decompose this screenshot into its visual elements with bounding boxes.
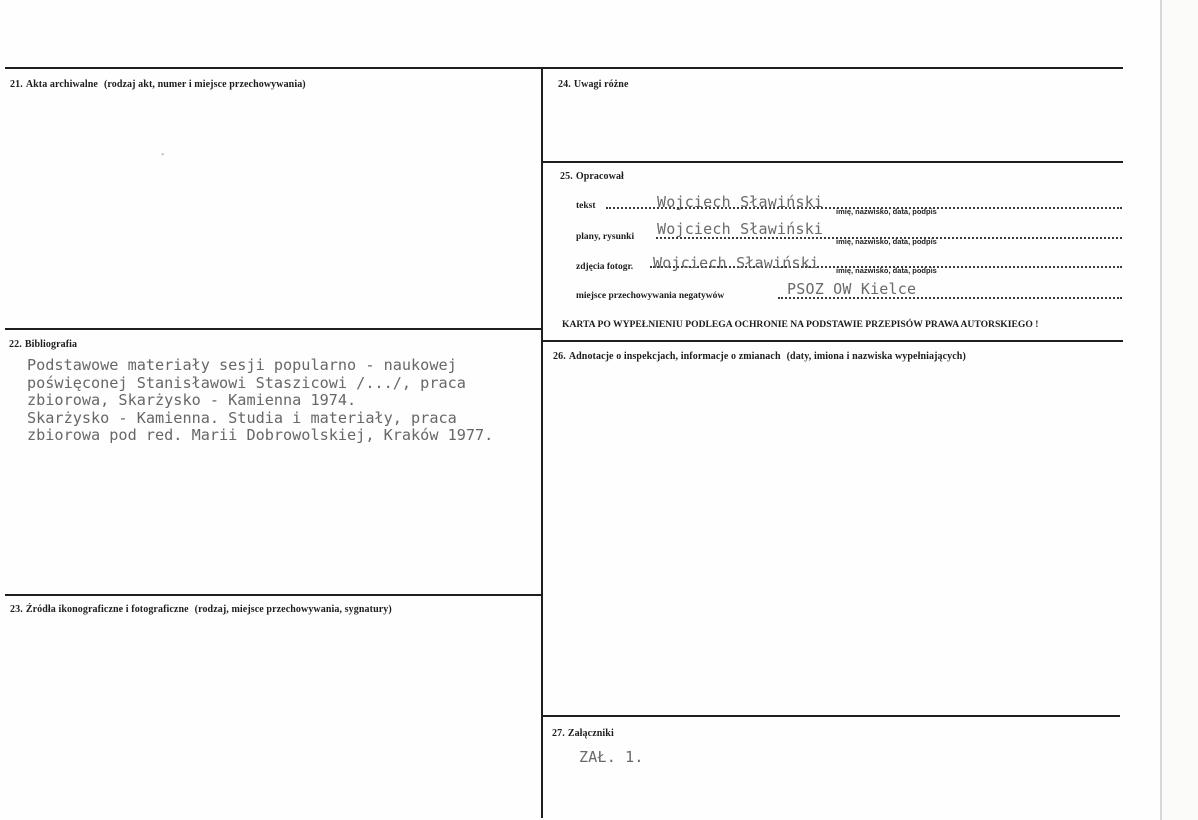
field-26-label <box>553 351 966 362</box>
field-title: Bibliografia <box>24 339 78 350</box>
field-subtitle: (daty, imiona i nazwiska wypełniających) <box>786 351 966 362</box>
copyright-notice: KARTA PO WYPEŁNIENIU PODLEGA OCHRONIE NA PODSTAWIE PRZEPISÓW PRAWA AUTORSKIEGO ! <box>562 319 1039 330</box>
divider <box>5 328 542 330</box>
field-title: Uwagi różne <box>573 79 629 90</box>
row-label-text: tekst <box>576 201 596 211</box>
field-number: 24. <box>558 79 571 90</box>
divider <box>542 340 1123 342</box>
field-title: Adnotacje o inspekcjach, informacje o zmianach <box>568 351 781 362</box>
field-number: 22. <box>9 339 22 350</box>
field-number: 27. <box>552 728 565 739</box>
field-title: Załączniki <box>567 728 614 739</box>
field-27-label <box>552 728 614 739</box>
row-value-plans: Wojciech Sławiński <box>657 220 824 238</box>
divider <box>541 67 543 818</box>
field-title: Opracował <box>575 171 624 182</box>
field-number: 26. <box>553 351 566 362</box>
signature-hint: imię, nazwisko, data, podpis <box>836 237 937 246</box>
field-24-label <box>558 79 629 90</box>
signature-hint: imię, nazwisko, data, podpis <box>836 266 937 275</box>
row-label-plans: plany, rysunki <box>576 232 635 242</box>
row-value-negatives: PSOZ OW Kielce <box>787 280 917 298</box>
field-number: 21. <box>10 79 23 90</box>
bibliography-text: Podstawowe materiały sesji popularno - naukowej poświęconej Stanisławowi Staszicowi /.../, praca zbiorowa, Skarżysko - Kamienna 1974. Skarżysko - Kamienna. Studia i materiały, praca zbiorowa pod red. Marii Dobrowolskiej, Kraków 1977. <box>27 356 494 444</box>
field-number: 25. <box>560 171 573 182</box>
field-number: 23. <box>10 604 23 615</box>
row-value-photos: Wojciech Sławiński <box>653 254 820 272</box>
ink-speck: ﾞ <box>161 154 166 165</box>
divider <box>5 67 1123 69</box>
field-21-label <box>10 79 306 90</box>
field-22-label <box>9 339 77 350</box>
divider <box>542 715 1120 717</box>
signature-hint: imię, nazwisko, data, podpis <box>836 207 937 216</box>
divider <box>5 594 542 596</box>
row-label-photos: zdjęcia fotogr. <box>576 262 634 272</box>
row-label-negatives: miejsce przechowywania negatywów <box>576 291 725 301</box>
field-title: Akta archiwalne <box>25 79 98 90</box>
field-subtitle: (rodzaj, miejsce przechowywania, sygnatury) <box>194 604 392 615</box>
attachments-value: ZAŁ. 1. <box>579 748 644 766</box>
field-25-label <box>560 171 624 182</box>
row-value-text: Wojciech Sławiński <box>657 193 824 211</box>
field-title: Źródła ikonograficzne i fotograficzne <box>25 604 189 615</box>
field-23-label <box>10 604 392 615</box>
divider <box>542 161 1123 163</box>
field-subtitle: (rodzaj akt, numer i miejsce przechowywania) <box>103 79 306 90</box>
